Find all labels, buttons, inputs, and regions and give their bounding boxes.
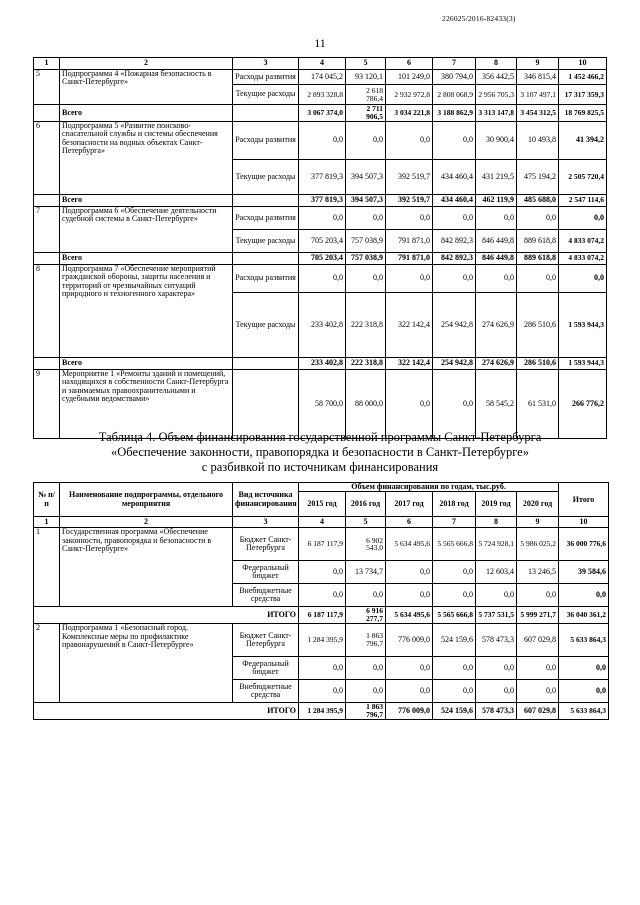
column-number-cell: 5 <box>346 517 386 528</box>
total-row <box>34 252 607 264</box>
expense-type-cell: Текущие расходы <box>233 292 299 357</box>
total-value-cell: 3 454 312,5 <box>517 105 559 122</box>
value-cell: 0,0 <box>386 264 433 292</box>
column-number-cell: 8 <box>476 517 517 528</box>
program-name-cell: Подпрограмма 5 «Развитие поисково-спасательной службы и системы обеспечения безопасности на водных объектах Санкт-Петербурга» <box>60 121 233 194</box>
value-cell: 394 507,3 <box>346 159 386 194</box>
value-cell: 41 394,2 <box>559 121 607 159</box>
value-cell: 0,0 <box>517 657 559 680</box>
column-number-cell: 7 <box>433 58 476 70</box>
value-cell: 434 460,4 <box>433 159 476 194</box>
total-label-cell: Всего <box>60 357 233 369</box>
total-number-cell <box>34 252 60 264</box>
total-row <box>34 357 607 369</box>
value-cell: 0,0 <box>346 657 386 680</box>
table-row <box>34 121 607 159</box>
table-row <box>34 206 607 229</box>
program-name-cell: Мероприятие 1 «Ремонты зданий и помещений, находящихся в собственности Санкт-Петербурга и занимаемых правоохранительными и судебными ведомствами» <box>60 369 233 438</box>
funding-source-cell: Внебюджетные средства <box>233 680 299 703</box>
total-value-cell: 222 318,8 <box>346 357 386 369</box>
table4-caption-line3: с разбивкой по источникам финансирования <box>201 460 439 474</box>
total-value-cell: 6 187 117,9 <box>299 607 346 624</box>
total-value-cell: 1 863 796,7 <box>346 703 386 720</box>
total-value-cell: 233 402,8 <box>299 357 346 369</box>
column-number-cell: 5 <box>346 58 386 70</box>
row-number-cell: 6 <box>34 121 60 194</box>
total-value-cell: 18 769 825,5 <box>559 105 607 122</box>
total-value-cell: 3 313 147,8 <box>476 105 517 122</box>
total-value-cell: 791 871,0 <box>386 252 433 264</box>
total-value-cell: 5 737 531,5 <box>476 607 517 624</box>
value-cell: 30 900,4 <box>476 121 517 159</box>
total-value-cell: 485 688,0 <box>517 194 559 206</box>
total-value-cell: 286 510,6 <box>517 357 559 369</box>
total-number-cell <box>34 357 60 369</box>
total-value-cell: 322 142,4 <box>386 357 433 369</box>
value-cell: 0,0 <box>386 206 433 229</box>
total-number-cell <box>34 194 60 206</box>
total-value-cell: 2 547 114,6 <box>559 194 607 206</box>
value-cell: 0,0 <box>559 680 609 703</box>
value-cell: 2 618 786,4 <box>346 85 386 105</box>
value-cell: 2 893 328,8 <box>299 85 346 105</box>
value-cell: 3 107 497,1 <box>517 85 559 105</box>
header-row <box>34 483 609 492</box>
value-cell: 0,0 <box>386 584 433 607</box>
value-cell: 475 194,2 <box>517 159 559 194</box>
value-cell: 2 505 720,4 <box>559 159 607 194</box>
value-cell: 0,0 <box>559 584 609 607</box>
total-value-cell: 776 009,0 <box>386 703 433 720</box>
value-cell: 10 493,8 <box>517 121 559 159</box>
header-row <box>34 58 607 70</box>
row-number-cell: 7 <box>34 206 60 252</box>
value-cell: 13 246,5 <box>517 561 559 584</box>
total-label-cell: ИТОГО <box>34 703 299 720</box>
value-cell: 233 402,8 <box>299 292 346 357</box>
table4-financing-sources <box>33 482 609 720</box>
table-row <box>34 369 607 438</box>
value-cell: 0,0 <box>346 121 386 159</box>
value-cell: 0,0 <box>476 584 517 607</box>
column-number-cell: 4 <box>299 517 346 528</box>
funding-source-cell: Внебюджетные средства <box>233 584 299 607</box>
value-cell: 0,0 <box>346 680 386 703</box>
value-cell: 0,0 <box>433 657 476 680</box>
value-cell: 2 932 972,8 <box>386 85 433 105</box>
total-value-cell: 4 833 074,2 <box>559 252 607 264</box>
value-cell: 0,0 <box>433 121 476 159</box>
total-value-cell: 1 593 944,3 <box>559 357 607 369</box>
value-cell: 578 473,3 <box>476 624 517 657</box>
value-cell: 93 120,1 <box>346 70 386 85</box>
expense-type-cell <box>233 369 299 438</box>
header-name-cell: Наименование подпрограммы, отдельного мероприятия <box>60 483 233 517</box>
value-cell: 254 942,8 <box>433 292 476 357</box>
value-cell: 88 000,0 <box>346 369 386 438</box>
value-cell: 0,0 <box>386 657 433 680</box>
total-row <box>34 194 607 206</box>
total-value-cell: 524 159,6 <box>433 703 476 720</box>
total-value-cell: 5 999 271,7 <box>517 607 559 624</box>
total-kind-cell <box>233 194 299 206</box>
value-cell: 791 871,0 <box>386 229 433 252</box>
total-value-cell: 377 819,3 <box>299 194 346 206</box>
total-label-cell: Всего <box>60 194 233 206</box>
value-cell: 0,0 <box>476 680 517 703</box>
value-cell: 431 219,5 <box>476 159 517 194</box>
value-cell: 0,0 <box>517 680 559 703</box>
total-value-cell: 274 626,9 <box>476 357 517 369</box>
value-cell: 0,0 <box>299 561 346 584</box>
value-cell: 12 603,4 <box>476 561 517 584</box>
value-cell: 0,0 <box>299 680 346 703</box>
total-kind-cell <box>233 357 299 369</box>
funding-source-cell: Бюджет Санкт-Петербурга <box>233 624 299 657</box>
total-value-cell: 254 942,8 <box>433 357 476 369</box>
header-year-cell: 2019 год <box>476 492 517 517</box>
row-number-cell: 5 <box>34 70 60 105</box>
value-cell: 0,0 <box>433 206 476 229</box>
value-cell: 1 452 466,2 <box>559 70 607 85</box>
value-cell: 13 734,7 <box>346 561 386 584</box>
total-value-cell: 607 029,8 <box>517 703 559 720</box>
total-row <box>34 105 607 122</box>
total-value-cell: 434 460,4 <box>433 194 476 206</box>
header-volume-cell: Объем финансирования по годам, тыс.руб. <box>299 483 559 492</box>
column-number-cell: 2 <box>60 58 233 70</box>
funding-source-cell: Федеральный бюджет <box>233 657 299 680</box>
value-cell: 1 863 796,7 <box>346 624 386 657</box>
total-value-cell: 5 633 864,3 <box>559 703 609 720</box>
value-cell: 0,0 <box>476 657 517 680</box>
value-cell: 380 794,0 <box>433 70 476 85</box>
value-cell: 356 442,5 <box>476 70 517 85</box>
total-row <box>34 703 609 720</box>
column-number-cell: 6 <box>386 58 433 70</box>
value-cell: 0,0 <box>386 561 433 584</box>
total-value-cell: 3 067 374,0 <box>299 105 346 122</box>
value-cell: 842 892,3 <box>433 229 476 252</box>
value-cell: 705 203,4 <box>299 229 346 252</box>
value-cell: 0,0 <box>433 264 476 292</box>
total-value-cell: 2 711 906,5 <box>346 105 386 122</box>
header-year-cell: 2018 год <box>433 492 476 517</box>
document-id: 226025/2016-82433(3) <box>442 14 516 23</box>
header-total-cell: Итого <box>559 483 609 517</box>
header-year-cell: 2016 год <box>346 492 386 517</box>
value-cell: 846 449,8 <box>476 229 517 252</box>
expense-type-cell: Текущие расходы <box>233 229 299 252</box>
value-cell: 0,0 <box>433 584 476 607</box>
expense-type-cell: Расходы развития <box>233 206 299 229</box>
value-cell: 0,0 <box>517 584 559 607</box>
table-row <box>34 264 607 292</box>
total-value-cell: 5 565 666,8 <box>433 607 476 624</box>
total-value-cell: 462 119,9 <box>476 194 517 206</box>
value-cell: 0,0 <box>559 206 607 229</box>
column-number-cell: 2 <box>60 517 233 528</box>
value-cell: 0,0 <box>476 264 517 292</box>
value-cell: 0,0 <box>386 680 433 703</box>
value-cell: 1 593 944,3 <box>559 292 607 357</box>
program-name-cell: Подпрограмма 6 «Обеспечение деятельности судебной системы в Санкт-Петербурге» <box>60 206 233 252</box>
value-cell: 0,0 <box>386 369 433 438</box>
value-cell: 0,0 <box>346 264 386 292</box>
column-number-cell: 3 <box>233 58 299 70</box>
table4-caption-line2: «Обеспечение законности, правопорядка и безопасности в Санкт-Петербурге» <box>111 445 529 459</box>
value-cell: 5 986 025,2 <box>517 528 559 561</box>
value-cell: 0,0 <box>433 561 476 584</box>
value-cell: 17 317 359,3 <box>559 85 607 105</box>
value-cell: 274 626,9 <box>476 292 517 357</box>
total-value-cell: 846 449,8 <box>476 252 517 264</box>
total-label-cell: Всего <box>60 105 233 122</box>
total-value-cell: 705 203,4 <box>299 252 346 264</box>
value-cell: 5 565 666,8 <box>433 528 476 561</box>
table-row <box>34 70 607 85</box>
value-cell: 0,0 <box>517 264 559 292</box>
value-cell: 757 038,9 <box>346 229 386 252</box>
program-name-cell: Подпрограмма 1 «Безопасный город. Комплексные меры по профилактике правонарушений в Санкт-Петербурге» <box>60 624 233 703</box>
header-number-cell: № п/п <box>34 483 60 517</box>
program-name-cell: Государственная программа «Обеспечение законности, правопорядка и безопасности в Санкт-Петербурге» <box>60 528 233 607</box>
column-number-cell: 9 <box>517 58 559 70</box>
program-name-cell: Подпрограмма 4 «Пожарная безопасность в Санкт-Петербурге» <box>60 70 233 105</box>
total-value-cell: 6 916 277,7 <box>346 607 386 624</box>
total-row <box>34 607 609 624</box>
value-cell: 174 045,2 <box>299 70 346 85</box>
total-value-cell: 5 634 495,6 <box>386 607 433 624</box>
table4-caption-line1: Таблица 4. Объем финансирования государственной программы Санкт-Петербурга <box>98 430 542 444</box>
value-cell: 0,0 <box>299 264 346 292</box>
value-cell: 58 700,0 <box>299 369 346 438</box>
value-cell: 6 187 117,9 <box>299 528 346 561</box>
value-cell: 0,0 <box>559 657 609 680</box>
total-kind-cell <box>233 105 299 122</box>
total-value-cell: 392 519,7 <box>386 194 433 206</box>
column-number-cell: 1 <box>34 517 60 528</box>
value-cell: 266 776,2 <box>559 369 607 438</box>
value-cell: 222 318,8 <box>346 292 386 357</box>
header-source-cell: Вид источника финансирования <box>233 483 299 517</box>
total-label-cell: ИТОГО <box>34 607 299 624</box>
total-label-cell: Всего <box>60 252 233 264</box>
total-kind-cell <box>233 252 299 264</box>
column-number-cell: 9 <box>517 517 559 528</box>
row-number-cell: 1 <box>34 528 60 607</box>
value-cell: 0,0 <box>386 121 433 159</box>
header-year-cell: 2017 год <box>386 492 433 517</box>
value-cell: 346 815,4 <box>517 70 559 85</box>
expense-type-cell: Текущие расходы <box>233 85 299 105</box>
value-cell: 0,0 <box>346 206 386 229</box>
column-number-cell: 6 <box>386 517 433 528</box>
total-value-cell: 3 188 862,9 <box>433 105 476 122</box>
table-continuation <box>33 57 607 439</box>
value-cell: 6 902 543,0 <box>346 528 386 561</box>
value-cell: 2 808 068,9 <box>433 85 476 105</box>
total-value-cell: 578 473,3 <box>476 703 517 720</box>
value-cell: 0,0 <box>299 206 346 229</box>
column-number-cell: 8 <box>476 58 517 70</box>
value-cell: 0,0 <box>559 264 607 292</box>
total-value-cell: 757 038,9 <box>346 252 386 264</box>
value-cell: 5 634 495,6 <box>386 528 433 561</box>
header-year-cell: 2020 год <box>517 492 559 517</box>
value-cell: 39 584,6 <box>559 561 609 584</box>
value-cell: 4 833 074,2 <box>559 229 607 252</box>
table-row <box>34 528 609 561</box>
row-number-cell: 9 <box>34 369 60 438</box>
total-value-cell: 394 507,3 <box>346 194 386 206</box>
total-value-cell: 1 284 395,9 <box>299 703 346 720</box>
value-cell: 286 510,6 <box>517 292 559 357</box>
column-number-cell: 10 <box>559 58 607 70</box>
column-number-cell: 7 <box>433 517 476 528</box>
total-value-cell: 3 034 221,8 <box>386 105 433 122</box>
page-number: 11 <box>314 36 326 50</box>
value-cell: 58 545,2 <box>476 369 517 438</box>
total-value-cell: 842 892,3 <box>433 252 476 264</box>
expense-type-cell: Расходы развития <box>233 121 299 159</box>
value-cell: 0,0 <box>299 584 346 607</box>
value-cell: 1 284 395,9 <box>299 624 346 657</box>
value-cell: 0,0 <box>476 206 517 229</box>
header-year-cell: 2015 год <box>299 492 346 517</box>
funding-source-cell: Федеральный бюджет <box>233 561 299 584</box>
program-name-cell: Подпрограмма 7 «Обеспечение мероприятий гражданской обороны, защиты населения и территорий от чрезвычайных ситуаций природного и техногенного характера» <box>60 264 233 357</box>
value-cell: 101 249,0 <box>386 70 433 85</box>
total-number-cell <box>34 105 60 122</box>
table-row <box>34 624 609 657</box>
value-cell: 36 000 776,6 <box>559 528 609 561</box>
row-number-cell: 8 <box>34 264 60 357</box>
value-cell: 0,0 <box>299 121 346 159</box>
value-cell: 0,0 <box>346 584 386 607</box>
value-cell: 0,0 <box>517 206 559 229</box>
value-cell: 776 009,0 <box>386 624 433 657</box>
value-cell: 889 618,8 <box>517 229 559 252</box>
value-cell: 607 029,8 <box>517 624 559 657</box>
value-cell: 5 633 864,3 <box>559 624 609 657</box>
value-cell: 0,0 <box>433 369 476 438</box>
value-cell: 377 819,3 <box>299 159 346 194</box>
total-value-cell: 889 618,8 <box>517 252 559 264</box>
value-cell: 2 956 705,3 <box>476 85 517 105</box>
value-cell: 524 159,6 <box>433 624 476 657</box>
row-number-cell: 2 <box>34 624 60 703</box>
value-cell: 0,0 <box>299 657 346 680</box>
value-cell: 322 142,4 <box>386 292 433 357</box>
expense-type-cell: Расходы развития <box>233 70 299 85</box>
funding-source-cell: Бюджет Санкт-Петербурга <box>233 528 299 561</box>
column-numbers-row <box>34 517 609 528</box>
total-value-cell: 36 040 361,2 <box>559 607 609 624</box>
column-number-cell: 3 <box>233 517 299 528</box>
expense-type-cell: Текущие расходы <box>233 159 299 194</box>
expense-type-cell: Расходы развития <box>233 264 299 292</box>
column-number-cell: 1 <box>34 58 60 70</box>
value-cell: 61 531,0 <box>517 369 559 438</box>
value-cell: 392 519,7 <box>386 159 433 194</box>
value-cell: 0,0 <box>433 680 476 703</box>
column-number-cell: 10 <box>559 517 609 528</box>
value-cell: 5 724 928,1 <box>476 528 517 561</box>
column-number-cell: 4 <box>299 58 346 70</box>
